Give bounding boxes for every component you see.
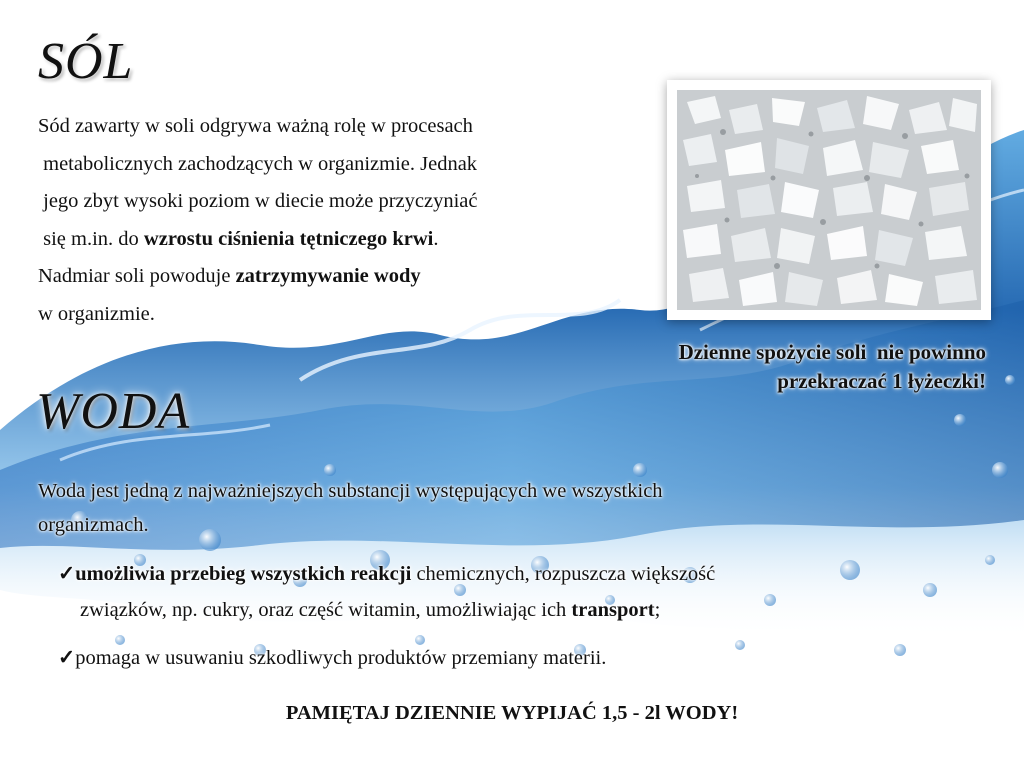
water-bullet-1-bold: umożliwia przebieg wszystkich reakcji <box>75 563 412 585</box>
salt-intake-note <box>460 338 986 396</box>
salt-note-line-2: przekraczać 1 łyżeczki! <box>777 369 986 393</box>
water-bullet-1-line-1 <box>58 556 1008 592</box>
salt-crystals-image <box>677 90 981 310</box>
water-bullet-1-line-2-end: ; <box>654 599 661 621</box>
salt-paragraph <box>38 108 658 333</box>
water-bullet-2-text: pomaga w usuwaniu szkodliwych produktów przemiany materii. <box>75 647 607 669</box>
salt-line-4 <box>38 221 658 259</box>
check-icon: ✓ <box>58 563 76 585</box>
salt-bold-water-retention: zatrzymywanie wody <box>235 265 421 287</box>
salt-line-5-text: Nadmiar soli powoduje <box>38 265 236 287</box>
water-bullet-1-line-2-text: związków, np. cukry, oraz część witamin, umożliwiając ich <box>80 599 572 621</box>
water-intro-line-2: organizmach. <box>38 514 149 536</box>
water-reminder: PAMIĘTAJ DZIENNIE WYPIJAĆ 1,5 - 2l WODY! <box>285 702 739 724</box>
salt-line-6: w organizmie. <box>38 302 155 325</box>
salt-line-5 <box>38 258 658 296</box>
salt-line-4-end: . <box>433 227 439 250</box>
check-icon: ✓ <box>58 647 76 669</box>
salt-line-3: jego zbyt wysoki poziom w diecie może przyczyniać <box>38 190 478 212</box>
water-intro-line-1: Woda jest jedną z najważniejszych substancji występujących we wszystkich <box>38 480 663 502</box>
water-bullet-1-line-2 <box>58 592 1008 628</box>
salt-line-2: metabolicznych zachodzących w organizmie. Jednak <box>38 152 478 175</box>
salt-crystals-photo <box>667 80 991 320</box>
water-heading: WODA <box>36 383 191 440</box>
water-bullet-2 <box>58 640 1008 676</box>
salt-heading: SÓL <box>38 33 134 90</box>
salt-line-4-text: się m.in. do <box>38 227 144 250</box>
water-intro <box>38 474 998 542</box>
water-bullet-1-rest: chemicznych, rozpuszcza większość <box>411 563 716 585</box>
salt-line-1: Sód zawarty w soli odgrywa ważną rolę w procesach <box>38 115 473 137</box>
water-bullet-1-bold-transport: transport <box>571 599 655 621</box>
water-bullet-1 <box>58 556 1008 628</box>
salt-note-line-1: Dzienne spożycie soli nie powinno <box>678 340 986 364</box>
salt-bold-blood-pressure: wzrostu ciśnienia tętniczego krwi <box>143 227 434 250</box>
